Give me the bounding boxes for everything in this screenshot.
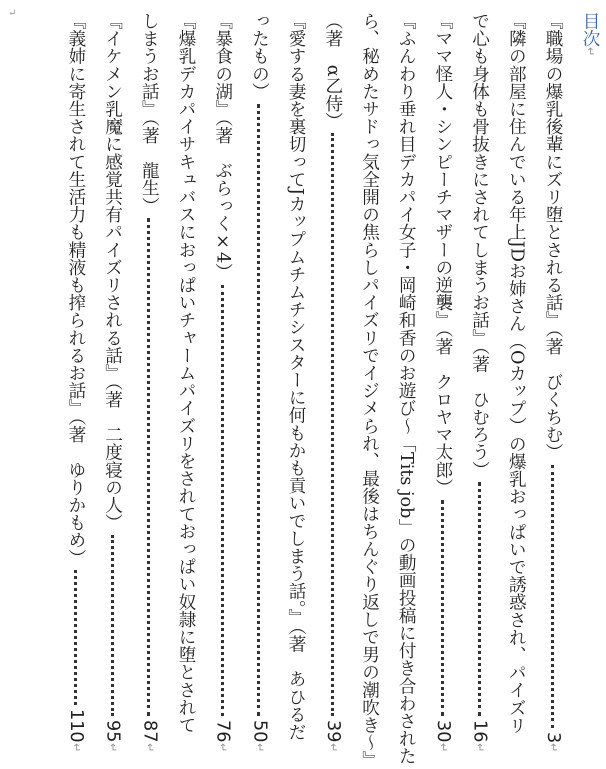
paragraph-mark-icon: ↵ — [584, 47, 597, 57]
toc-entry-text: 『職場の爆乳後輩にズリ堕とされる話』（著 びくちむ） — [543, 12, 563, 461]
page-number: 39 — [322, 720, 343, 743]
page-number: 50 — [249, 720, 270, 743]
toc-line[interactable] — [205, 12, 241, 752]
toc-line[interactable] — [425, 12, 461, 752]
page-number: 30 — [432, 720, 453, 743]
page-number: 3 — [543, 731, 563, 743]
toc-line — [168, 12, 204, 752]
paragraph-mark-icon: ↵ — [216, 742, 230, 752]
dot-leader — [478, 482, 481, 716]
toc-line[interactable] — [241, 12, 277, 752]
paragraph-mark-icon: ↵ — [326, 742, 340, 752]
toc-line[interactable] — [462, 12, 498, 752]
paragraph-mark-icon: ↵ — [253, 742, 267, 752]
toc-entry-text: ったもの） — [249, 12, 270, 100]
toc-entry-text: 『ふんわり垂れ目デカパイ女子・岡崎和香のお遊び～「Tits job」の動画投稿に付き合わされた — [396, 12, 417, 765]
paragraph-mark-icon: ↵ — [473, 742, 487, 752]
toc-entry-text: 『暴食の湖』（著 ぶらっく×4） — [212, 12, 233, 281]
toc-line — [352, 12, 388, 769]
paragraph-mark-icon: ↵ — [547, 742, 560, 752]
paragraph-mark-icon: ↵ — [143, 742, 157, 752]
toc-entry-text: 『義姉に寄生されて生活力も精液も搾られるお話』（著 ゆりかもめ） — [65, 12, 86, 567]
toc-entry-text: で心も身体も骨抜きにされてしまうお話』（著 ひむろう） — [469, 12, 490, 479]
toc-heading — [572, 12, 606, 752]
page-number: 110 — [65, 709, 86, 743]
dot-leader — [331, 133, 334, 716]
dot-leader — [147, 218, 150, 716]
paragraph-mark-icon: ↵ — [106, 742, 120, 752]
toc-line[interactable] — [315, 12, 351, 752]
toc-line[interactable] — [535, 12, 571, 752]
dot-leader — [441, 500, 444, 716]
paragraph-mark-icon: ↵ — [8, 8, 17, 19]
page-number: 16 — [469, 720, 490, 743]
toc-entry-text: 『隣の部屋に住んでいる年上JDお姉さん（Oカップ）の爆乳おっぱいで誘惑され、パイズリ — [506, 12, 527, 734]
toc-entry-text: 『愛する妻を裏切ってJカップムチムチシスターに何もかも貢いでしまう話。』（著 あひるだ — [286, 12, 307, 741]
page-number: 87 — [139, 720, 160, 743]
toc-line — [278, 12, 314, 752]
toc-entry-text: 『イケメン乳魔に感覚共有パイズリされる話』（著 二度寝の人） — [102, 12, 123, 532]
toc-entry-text: 『ママ怪人・シンピーチマザーの逆襲』（著 クロヤマ太郎） — [432, 12, 453, 496]
toc-entry-text: しまうお話』（著 龍生） — [139, 12, 160, 215]
dot-leader — [221, 285, 224, 717]
toc-entry-text: （著 α乙侍） — [322, 12, 343, 130]
dot-leader — [74, 570, 77, 705]
toc-entry-text: 『爆乳デカパイサキュバスにおっぱいチャームパイズリをされておっぱい奴隷に堕とされて — [176, 12, 196, 734]
page-number: 95 — [102, 720, 123, 743]
dot-leader — [551, 465, 554, 728]
toc-line — [498, 12, 534, 752]
dot-leader — [111, 535, 114, 716]
toc-heading-text: 目次 — [580, 12, 600, 48]
paragraph-mark-icon: ↵ — [436, 742, 450, 752]
paragraph-mark-icon: ↵ — [69, 742, 83, 752]
page-number: 76 — [212, 720, 233, 743]
toc-line — [388, 12, 424, 765]
dot-leader — [257, 104, 260, 716]
toc-line[interactable] — [131, 12, 167, 752]
toc-line[interactable] — [58, 12, 94, 752]
toc-entry-text: ら、秘めたサドっ気全開の焦らしパイズリでイジメられ、最後はちんぐり返しで男の潮吹き～』 — [359, 12, 380, 769]
toc-line[interactable] — [95, 12, 131, 752]
